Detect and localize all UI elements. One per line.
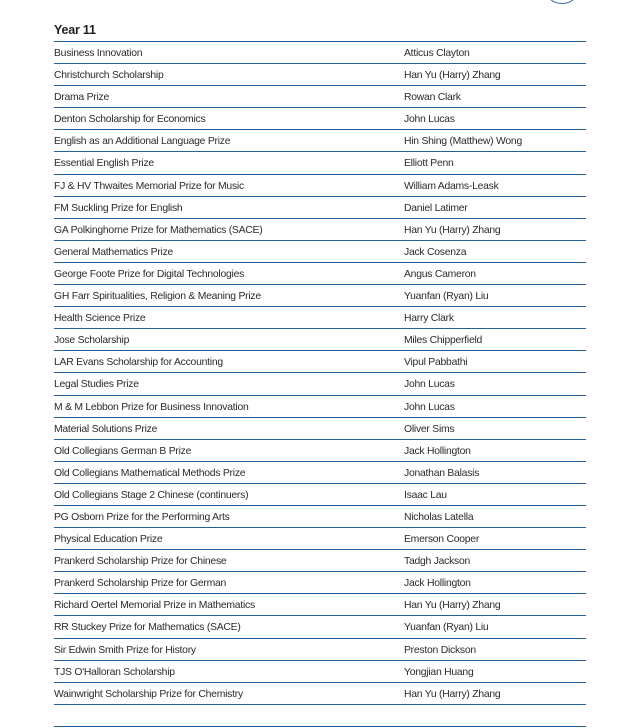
prize-name: Physical Education Prize: [54, 534, 163, 546]
table-row: [54, 594, 586, 616]
prize-name: FM Suckling Prize for English: [54, 202, 183, 214]
prize-name: George Foote Prize for Digital Technologies: [54, 268, 245, 280]
winner-name: Atticus Clayton: [404, 48, 470, 59]
winner-name: Han Yu (Harry) Zhang: [404, 600, 501, 612]
table-row: [54, 329, 586, 351]
winner-name: Elliott Penn: [404, 158, 454, 170]
table-row: [54, 108, 586, 130]
winner-name: John Lucas: [404, 114, 455, 126]
winner-name: Hin Shing (Matthew) Wong: [404, 136, 522, 148]
winner-name: Han Yu (Harry) Zhang: [404, 224, 501, 236]
winner-name: Han Yu (Harry) Zhang: [404, 70, 501, 82]
winner-name: Jack Hollington: [404, 445, 471, 457]
prize-name: Old Collegians Stage 2 Chinese (continuers): [54, 489, 249, 501]
prize-name: Essential English Prize: [54, 158, 154, 170]
winner-name: Isaac Lau: [404, 489, 447, 501]
table-row: [54, 373, 586, 395]
winner-name: Jack Hollington: [404, 578, 471, 590]
table-row: [54, 639, 586, 661]
table-row: [54, 396, 586, 418]
table-row: [54, 86, 586, 108]
winner-name: Jack Cosenza: [404, 246, 467, 258]
prize-name: Wainwright Scholarship Prize for Chemistry: [54, 688, 243, 700]
prize-table: [54, 41, 586, 727]
winner-name: Yongjian Huang: [404, 666, 474, 678]
winner-name: Rowan Clark: [404, 92, 461, 104]
section-title: Year 11: [54, 23, 96, 37]
table-row: [54, 528, 586, 550]
winner-name: Vipul Pabbathi: [404, 357, 468, 369]
table-row: [54, 661, 586, 683]
winner-name: Yuanfan (Ryan) Liu: [404, 622, 489, 634]
table-row: [54, 175, 586, 197]
prize-name: Jose Scholarship: [54, 335, 130, 347]
table-row: [54, 241, 586, 263]
table-row: [54, 152, 586, 174]
table-row: [54, 130, 586, 152]
table-row: [54, 572, 586, 594]
table-row: [54, 351, 586, 373]
winner-name: Tadgh Jackson: [404, 556, 471, 568]
prize-name: Christchurch Scholarship: [54, 70, 164, 82]
table-row: [54, 484, 586, 506]
winner-name: Preston Dickson: [404, 644, 476, 656]
prize-name: TJS O'Halloran Scholarship: [54, 666, 175, 678]
prize-name: Business Innovation: [54, 48, 143, 59]
table-row: [54, 285, 586, 307]
prize-rows: [54, 42, 586, 705]
table-row: [54, 64, 586, 86]
prize-name: Material Solutions Prize: [54, 423, 158, 435]
prize-name: Denton Scholarship for Economics: [54, 114, 206, 126]
winner-name: Emerson Cooper: [404, 534, 480, 546]
prize-name: Prankerd Scholarship Prize for Chinese: [54, 556, 227, 568]
table-row: [54, 462, 586, 484]
table-row-clipped: [54, 705, 586, 727]
winner-name: John Lucas: [404, 379, 455, 391]
table-row: [54, 440, 586, 462]
prize-name: Sir Edwin Smith Prize for History: [54, 644, 196, 656]
winner-name: Angus Cameron: [404, 268, 476, 280]
table-row: [54, 616, 586, 638]
winner-name: Miles Chipperfield: [404, 335, 483, 347]
table-row: [54, 42, 586, 64]
prize-name: RR Stuckey Prize for Mathematics (SACE): [54, 622, 241, 634]
college-crest-icon: [543, 0, 581, 4]
prize-name: M & M Lebbon Prize for Business Innovation: [54, 401, 249, 413]
winner-name: Jonathan Balasis: [404, 467, 480, 479]
winner-name: John Lucas: [404, 401, 455, 413]
table-row: [54, 307, 586, 329]
winner-name: Daniel Latimer: [404, 202, 468, 214]
winner-name: Yuanfan (Ryan) Liu: [404, 291, 489, 303]
prize-name: FJ & HV Thwaites Memorial Prize for Music: [54, 180, 244, 192]
prize-name: General Mathematics Prize: [54, 246, 174, 258]
prize-name: GA Polkinghorne Prize for Mathematics (SACE): [54, 224, 263, 236]
winner-name: Han Yu (Harry) Zhang: [404, 688, 501, 700]
table-row: [54, 219, 586, 241]
prize-name: English as an Additional Language Prize: [54, 136, 231, 148]
table-row: [54, 197, 586, 219]
prize-name: Drama Prize: [54, 92, 109, 104]
prize-name: GH Farr Spiritualities, Religion & Meaning Prize: [54, 291, 261, 303]
prize-name: Legal Studies Prize: [54, 379, 139, 391]
table-row: [54, 418, 586, 440]
prize-name: Richard Oertel Memorial Prize in Mathematics: [54, 600, 255, 612]
prize-name: Old Collegians German B Prize: [54, 445, 192, 457]
prize-name: PG Osborn Prize for the Performing Arts: [54, 511, 230, 523]
table-row: [54, 263, 586, 285]
winner-name: Nicholas Latella: [404, 511, 474, 523]
prize-name: Health Science Prize: [54, 313, 146, 325]
table-row: [54, 550, 586, 572]
table-row: [54, 506, 586, 528]
prize-name: Prankerd Scholarship Prize for German: [54, 578, 227, 590]
table-row: [54, 683, 586, 705]
winner-name: Oliver Sims: [404, 423, 455, 435]
prize-name: Old Collegians Mathematical Methods Prize: [54, 467, 246, 479]
winner-name: William Adams-Leask: [404, 180, 499, 192]
winner-name: Harry Clark: [404, 313, 454, 325]
prize-name: LAR Evans Scholarship for Accounting: [54, 357, 223, 369]
